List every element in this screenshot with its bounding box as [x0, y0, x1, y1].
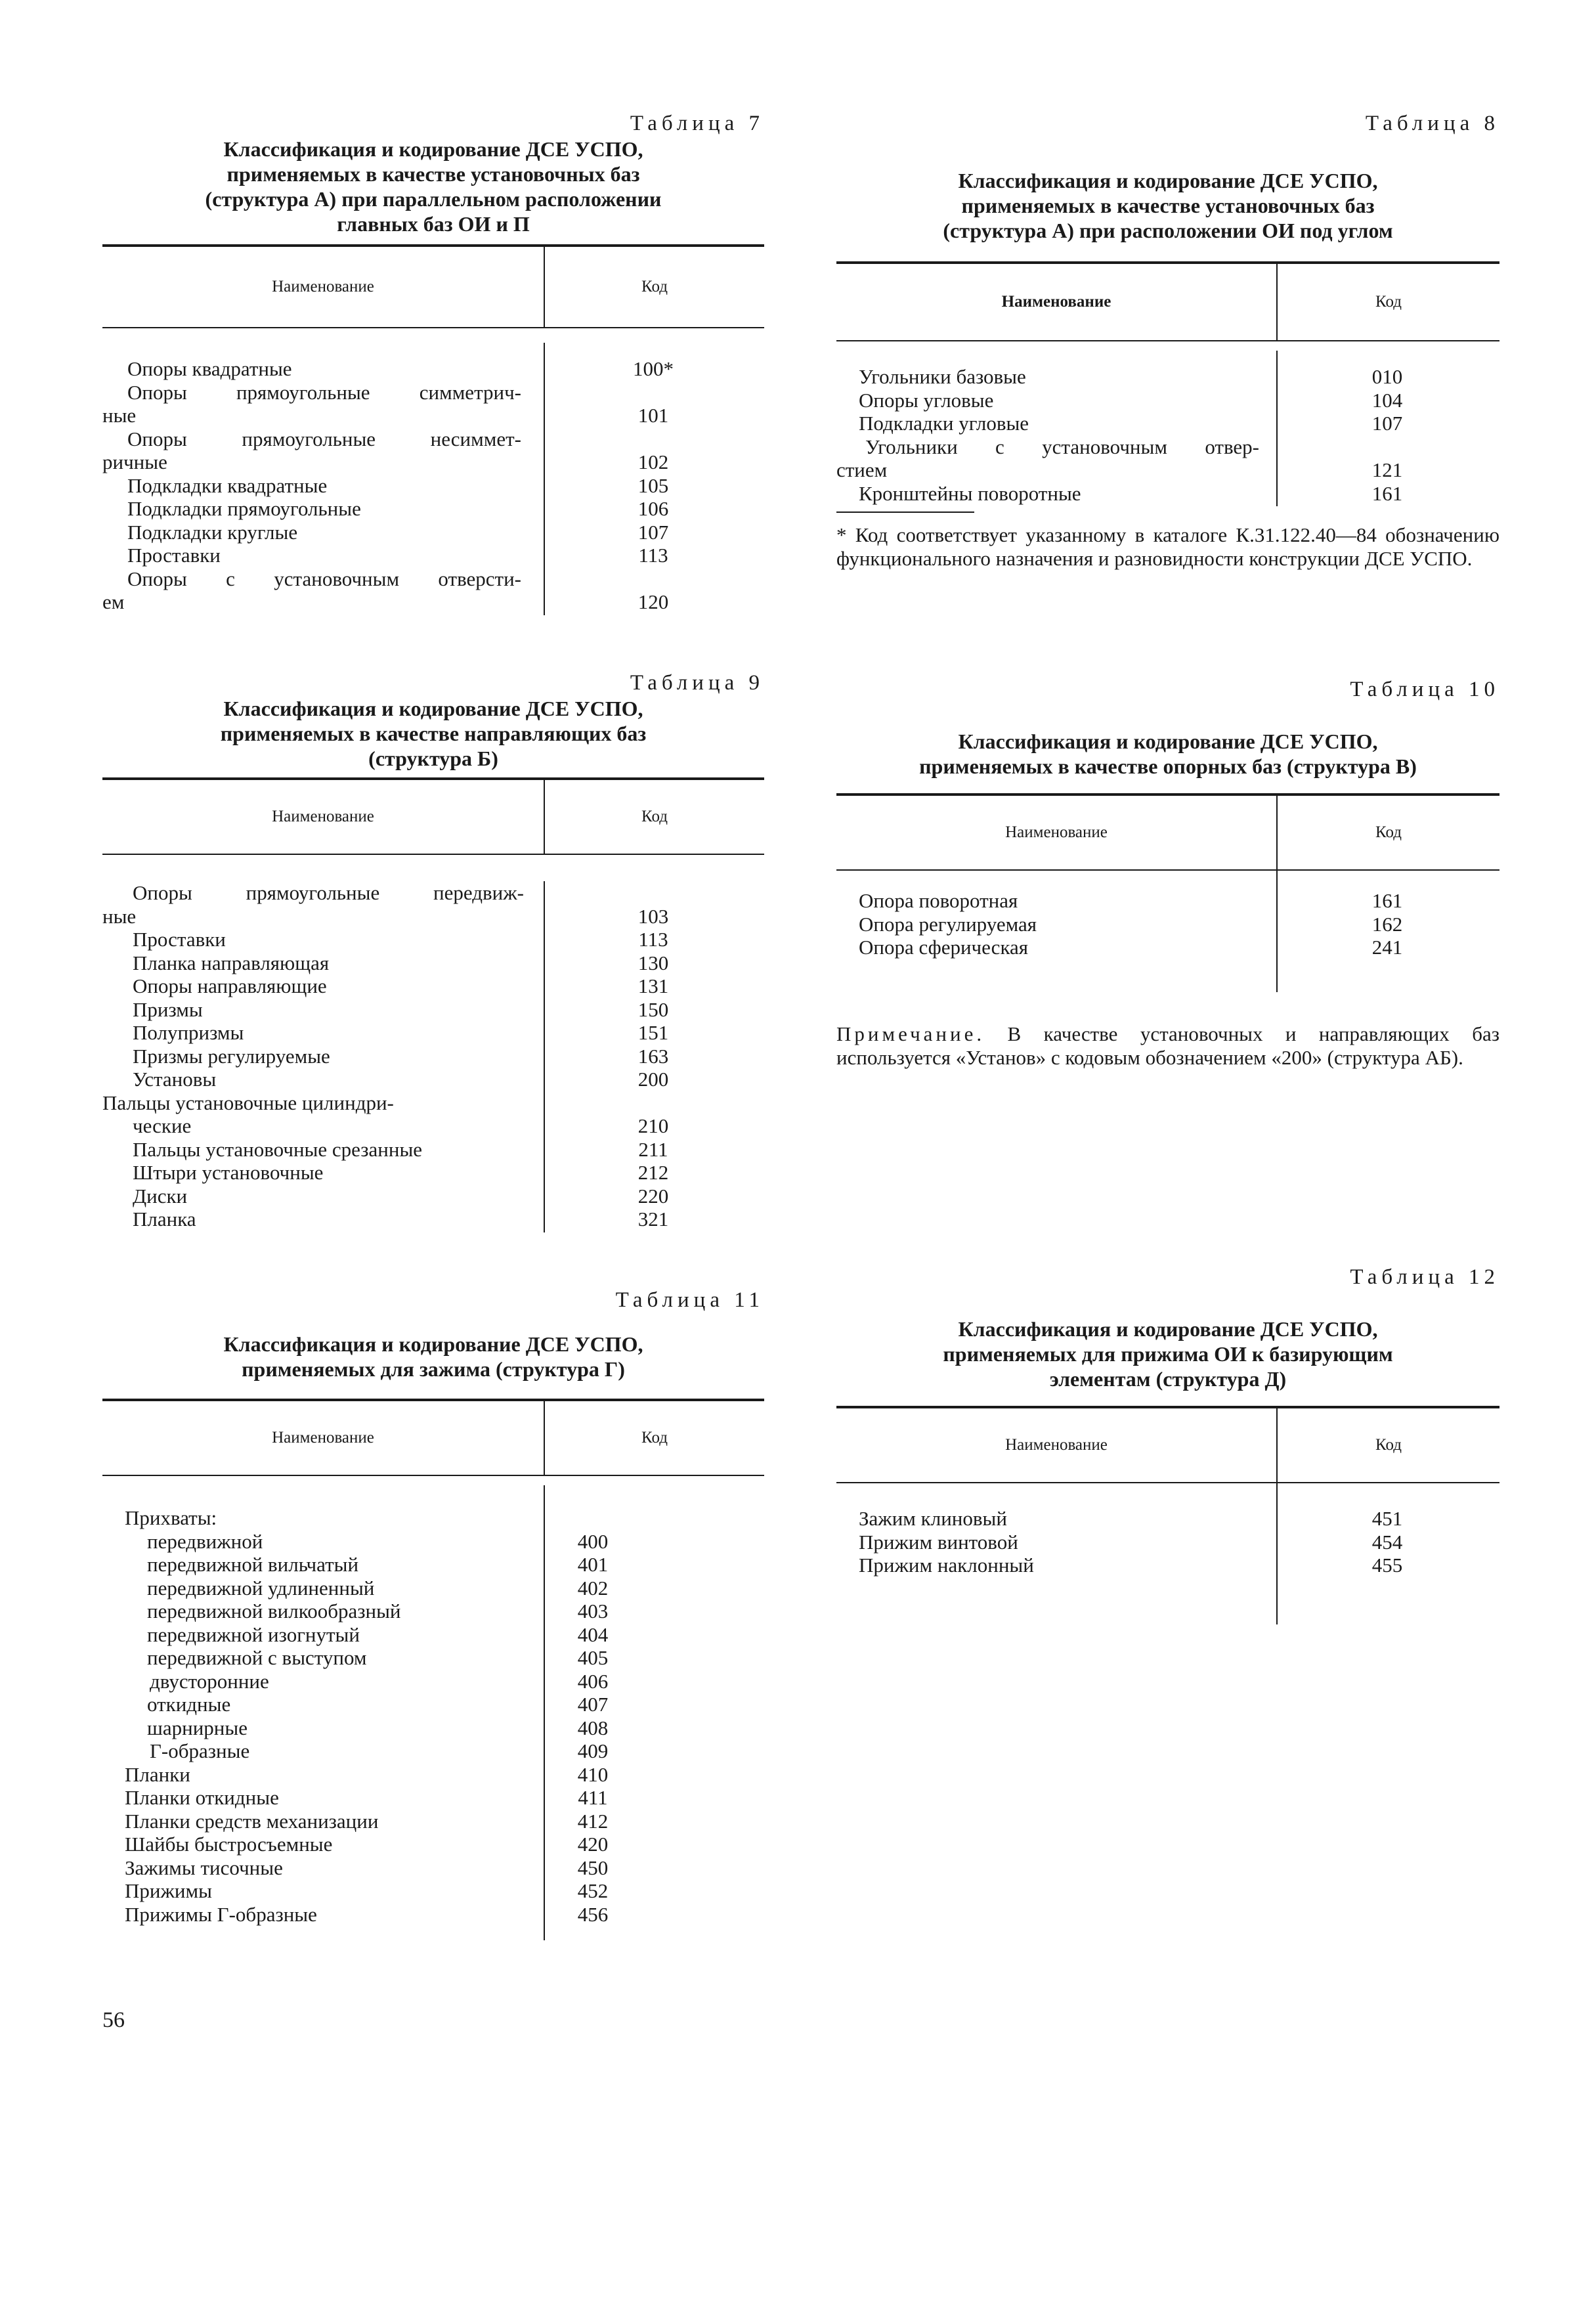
table-row	[102, 1810, 764, 1833]
row-code: 101	[637, 404, 669, 427]
table-row	[836, 913, 1499, 936]
row-name: откидные	[147, 1693, 231, 1716]
row-code: 456	[577, 1902, 609, 1926]
table-row	[102, 1091, 764, 1115]
table-8-title-line: применяемых в качестве установочных баз	[961, 194, 1375, 217]
row-code: 412	[577, 1809, 609, 1833]
row-code: 104	[1371, 388, 1403, 412]
row-name: Опора поворотная	[859, 889, 1018, 912]
row-name: передвижной	[147, 1529, 263, 1553]
table-9-title-line: (структура Б)	[368, 747, 498, 770]
row-name: Диски	[133, 1184, 188, 1208]
row-name: Прижим винтовой	[859, 1530, 1018, 1554]
table-row	[836, 1554, 1499, 1577]
row-name: Опоры прямоугольные несиммет-	[127, 427, 521, 450]
row-code: 455	[1371, 1554, 1403, 1577]
page-number: 56	[102, 2008, 125, 2032]
column-header-name: Наименование	[272, 278, 374, 295]
table-row	[102, 1693, 764, 1716]
table-row	[836, 365, 1499, 389]
table-row	[102, 474, 764, 498]
table-row	[102, 1716, 764, 1740]
row-name: Проставки	[127, 544, 221, 567]
table-9-title-line: Классификация и кодирование ДСЕ УСПО,	[223, 697, 643, 720]
row-name: стием	[836, 458, 888, 481]
table-9-body	[102, 881, 764, 1232]
row-name: Угольники базовые	[859, 365, 1026, 388]
row-code: 107	[637, 520, 669, 544]
row-name: Прижимы Г-образные	[125, 1902, 317, 1926]
column-header-code: Код	[1375, 823, 1402, 841]
table-row	[102, 1114, 764, 1138]
table-row	[102, 1670, 764, 1693]
table-7-title-line: (структура А) при параллельном расположении	[205, 187, 662, 211]
row-code: 452	[577, 1879, 609, 1902]
table-8	[836, 110, 1499, 571]
table-row	[102, 881, 764, 905]
row-code: 420	[577, 1833, 609, 1856]
row-code: 151	[637, 1021, 669, 1044]
table-8-label: Таблица 8	[1365, 112, 1499, 135]
table-row	[836, 1531, 1499, 1554]
row-name: Прихваты:	[125, 1506, 217, 1529]
table-8-body	[836, 351, 1499, 506]
table-row	[102, 1068, 764, 1091]
table-row	[102, 1763, 764, 1787]
table-7-body	[102, 343, 764, 615]
table-7-title-line: применяемых в качестве установочных баз	[226, 162, 640, 186]
row-code: 321	[637, 1208, 669, 1230]
row-name: Пальцы установочные цилиндри-	[102, 1091, 394, 1114]
table-row	[102, 951, 764, 975]
table-10-label: Таблица 10	[1350, 678, 1499, 701]
column-header-name: Наименование	[1005, 823, 1108, 841]
row-name: Пальцы установочные срезанные	[133, 1137, 423, 1161]
row-name: Планки средств механизации	[125, 1809, 379, 1833]
row-name: Планки	[125, 1762, 190, 1786]
row-name: Зажим клиновый	[859, 1507, 1007, 1530]
row-code: 200	[637, 1068, 669, 1091]
row-name: Полупризмы	[133, 1021, 244, 1044]
table-row	[102, 905, 764, 928]
table-10-title-line: Классификация и кодирование ДСЕ УСПО,	[958, 729, 1378, 753]
row-code: 405	[577, 1646, 609, 1669]
row-code: 450	[577, 1856, 609, 1879]
row-name: ные	[102, 904, 137, 928]
table-10	[836, 676, 1499, 1070]
footnote-rule	[836, 512, 974, 513]
table-9-title	[102, 696, 764, 771]
table-row	[102, 974, 764, 998]
table-12-title-line: Классификация и кодирование ДСЕ УСПО,	[958, 1317, 1378, 1341]
table-row	[102, 998, 764, 1022]
row-code: 454	[1371, 1530, 1403, 1554]
table-row	[102, 1623, 764, 1647]
row-name: Планки откидные	[125, 1786, 279, 1809]
row-name: ческие	[133, 1114, 192, 1137]
row-code: 105	[637, 473, 669, 497]
table-row	[102, 381, 764, 404]
row-name: Подкладки угловые	[859, 412, 1029, 435]
row-name: Опоры с установочным отверсти-	[127, 567, 521, 590]
table-11-title-line: Классификация и кодирование ДСЕ УСПО,	[223, 1332, 643, 1356]
table-row	[102, 357, 764, 381]
table-row	[836, 458, 1499, 482]
table-row	[836, 435, 1499, 459]
table-row	[102, 544, 764, 567]
row-name: Шайбы быстросъемные	[125, 1833, 333, 1856]
table-row	[102, 1646, 764, 1670]
table-12-title-line: элементам (структура Д)	[1049, 1367, 1287, 1391]
table-7-title	[102, 137, 764, 236]
table-11-title-line: применяемых для зажима (структура Г)	[242, 1357, 625, 1381]
table-row	[102, 497, 764, 521]
table-row	[836, 482, 1499, 506]
row-name: Подкладки прямоугольные	[127, 497, 361, 520]
table-row	[102, 450, 764, 474]
row-name: шарнирные	[147, 1716, 248, 1739]
row-code: 241	[1371, 936, 1403, 959]
row-code: 113	[638, 544, 668, 567]
table-12-body	[836, 1483, 1499, 1624]
column-header-code: Код	[641, 1429, 668, 1447]
table-12	[836, 1264, 1499, 1624]
table-row	[836, 389, 1499, 412]
row-code: 210	[637, 1114, 669, 1137]
row-code: 130	[637, 951, 669, 974]
row-code: 150	[637, 997, 669, 1021]
row-code: 212	[637, 1161, 669, 1184]
table-row	[836, 1507, 1499, 1531]
row-code: 107	[1371, 412, 1403, 435]
table-row	[102, 928, 764, 951]
table-8-title	[836, 168, 1499, 243]
table-row	[102, 1879, 764, 1903]
table-10-note	[836, 1022, 1499, 1070]
table-row	[102, 1138, 764, 1162]
row-name: Г-образные	[150, 1739, 250, 1762]
table-row	[102, 1208, 764, 1231]
table-12-header	[836, 1406, 1499, 1483]
row-name: Планка направляющая	[133, 951, 330, 974]
row-code: 131	[637, 974, 669, 997]
table-row	[102, 1185, 764, 1208]
note-label: Примечание.	[836, 1022, 985, 1045]
table-row	[102, 1786, 764, 1810]
row-name: Опора сферическая	[859, 936, 1029, 959]
table-10-header	[836, 793, 1499, 871]
row-code: 102	[637, 450, 669, 473]
table-row	[102, 1833, 764, 1856]
table-row	[102, 1903, 764, 1927]
table-12-title	[836, 1317, 1499, 1391]
table-8-title-line: (структура А) при расположении ОИ под углом	[943, 219, 1393, 242]
table-row	[102, 404, 764, 427]
row-code: 010	[1371, 365, 1403, 388]
row-name: Прижим наклонный	[859, 1554, 1034, 1577]
table-10-title	[836, 729, 1499, 779]
row-name: передвижной изогнутый	[147, 1622, 360, 1646]
row-name: передвижной вильчатый	[147, 1553, 359, 1576]
column-header-name: Наименование	[1005, 1436, 1108, 1454]
table-9	[102, 670, 764, 1232]
table-7-title-line: главных баз ОИ и П	[337, 212, 530, 236]
row-name: Установы	[133, 1068, 217, 1091]
table-8-header	[836, 261, 1499, 341]
table-9-label: Таблица 9	[630, 671, 764, 695]
table-11-body	[102, 1485, 764, 1940]
column-header-code: Код	[1375, 293, 1402, 311]
note-text: В качестве установочных и направляющих баз используется «Установ» с кодовым обозначением «200» (структура АБ).	[836, 1022, 1499, 1069]
row-name: Опора регулируемая	[859, 912, 1037, 936]
table-10-title-line: применяемых в качестве опорных баз (структура В)	[919, 754, 1417, 778]
row-name: Проставки	[133, 928, 226, 951]
row-code: 409	[577, 1739, 609, 1762]
row-name: передвижной удлиненный	[147, 1576, 375, 1600]
row-code: 220	[637, 1184, 669, 1208]
table-7-header	[102, 244, 764, 328]
row-name: Подкладки круглые	[127, 520, 298, 544]
row-name: ные	[102, 404, 137, 427]
row-name: Подкладки квадратные	[127, 473, 328, 497]
table-row	[102, 590, 764, 614]
row-code: 404	[577, 1622, 609, 1646]
table-11-label: Таблица 11	[615, 1288, 764, 1312]
row-code: 410	[577, 1762, 609, 1786]
table-row	[102, 1045, 764, 1068]
row-code: 161	[1371, 481, 1403, 505]
row-name: Опоры прямоугольные передвиж-	[133, 881, 524, 904]
row-name: Опоры прямоугольные симметрич-	[127, 380, 521, 404]
row-code: 161	[1371, 889, 1403, 912]
table-8-title-line: Классификация и кодирование ДСЕ УСПО,	[958, 169, 1378, 192]
row-name: Опоры квадратные	[127, 357, 292, 380]
row-name: Планка	[133, 1208, 196, 1230]
row-name: Призмы регулируемые	[133, 1044, 330, 1068]
row-code: 211	[638, 1137, 668, 1161]
row-name: Опоры направляющие	[133, 974, 327, 997]
table-7	[102, 110, 764, 615]
table-row	[102, 1161, 764, 1185]
row-name: двусторонние	[150, 1669, 269, 1693]
table-11-title	[102, 1332, 764, 1382]
table-row	[102, 1021, 764, 1045]
table-10-body	[836, 871, 1499, 992]
table-row	[836, 889, 1499, 913]
row-code: 406	[577, 1669, 609, 1693]
column-header-code: Код	[1375, 1436, 1402, 1454]
table-row	[836, 412, 1499, 435]
table-12-label: Таблица 12	[1350, 1265, 1499, 1289]
row-name: ричные	[102, 450, 167, 473]
row-code: 407	[577, 1693, 609, 1716]
row-name: передвижной с выступом	[147, 1646, 367, 1669]
row-code: 411	[578, 1786, 608, 1809]
table-row	[102, 1553, 764, 1577]
row-name: Кронштейны поворотные	[859, 481, 1081, 505]
row-name: Прижимы	[125, 1879, 212, 1902]
table-row	[102, 1577, 764, 1600]
row-code: 100*	[633, 357, 674, 380]
column-header-name: Наименование	[272, 808, 374, 825]
row-name: Зажимы тисочные	[125, 1856, 283, 1879]
table-row	[102, 567, 764, 591]
table-row	[102, 1600, 764, 1623]
row-code: 400	[577, 1529, 609, 1553]
table-row	[836, 936, 1499, 959]
row-name: Штыри установочные	[133, 1161, 324, 1184]
footnote: * Код соответствует указанному в каталоге К.31.122.40—84 обозначению функционального назначения и разновидности конструкции ДСЕ УСПО.	[836, 523, 1499, 570]
table-row	[102, 1739, 764, 1763]
row-name: Угольники с установочным отвер-	[865, 435, 1259, 458]
row-code: 402	[577, 1576, 609, 1600]
row-code: 121	[1371, 458, 1403, 481]
table-row	[102, 1856, 764, 1880]
column-header-name: Наименование	[272, 1429, 374, 1447]
column-header-name: Наименование	[1001, 293, 1111, 311]
row-name: Опоры угловые	[859, 388, 994, 412]
table-row	[102, 427, 764, 451]
row-code: 106	[637, 497, 669, 520]
row-code: 451	[1371, 1507, 1403, 1530]
table-9-title-line: применяемых в качестве направляющих баз	[220, 722, 647, 745]
row-code: 403	[577, 1600, 609, 1622]
row-code: 408	[577, 1716, 609, 1739]
table-row	[102, 521, 764, 544]
column-header-code: Код	[641, 278, 668, 295]
table-row	[102, 1506, 764, 1530]
row-code: 162	[1371, 912, 1403, 936]
table-7-label: Таблица 7	[630, 112, 764, 135]
row-code: 103	[637, 904, 669, 928]
row-code: 113	[638, 928, 668, 951]
table-11	[102, 1287, 764, 1940]
row-name: Призмы	[133, 997, 203, 1021]
table-row	[102, 1530, 764, 1554]
row-code: 120	[637, 590, 669, 613]
table-9-header	[102, 777, 764, 855]
table-11-header	[102, 1399, 764, 1476]
row-name: ем	[102, 590, 125, 613]
row-name: передвижной вилкообразный	[147, 1600, 401, 1622]
row-code: 401	[577, 1553, 609, 1576]
table-7-title-line: Классификация и кодирование ДСЕ УСПО,	[223, 137, 643, 161]
column-header-code: Код	[641, 808, 668, 825]
table-12-title-line: применяемых для прижима ОИ к базирующим	[943, 1342, 1393, 1366]
row-code: 163	[637, 1044, 669, 1068]
